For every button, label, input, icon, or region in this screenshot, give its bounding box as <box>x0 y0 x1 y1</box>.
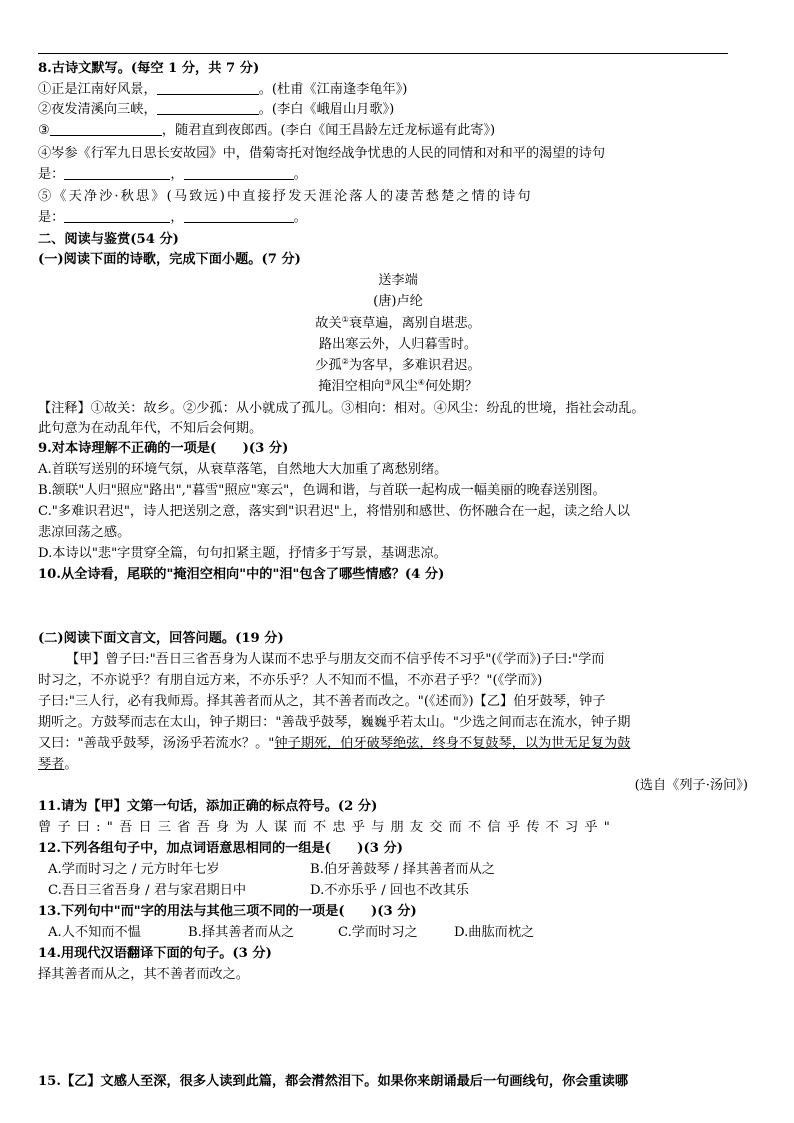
q10-stem: 10.从全诗看，尾联的"掩泪空相向"中的"泪"包含了哪些情感？(4 分) <box>38 567 445 582</box>
poem-notes-cont: 此句意为在动乱年代，不知后会何期。 <box>38 421 263 436</box>
q9-option-c-cont: 悲凉回荡之感。 <box>38 525 131 540</box>
q13-option-c[interactable]: C.学而时习之 <box>338 925 418 940</box>
q9-option-b[interactable]: B.颔联"人归"照应"路出","暮雪"照应"寒云"，色调和谐，与首联一起构成一幅美丽的晚春送别图。 <box>38 483 606 498</box>
q8-line-4-answer: 是： ， 。 <box>38 167 307 182</box>
part1-intro: (一)阅读下面的诗歌，完成下面小题。(7 分) <box>38 252 301 267</box>
answer-blank[interactable] <box>157 82 259 95</box>
poem-title: 送李端 <box>378 273 418 288</box>
poem-line-3: 少孤②为客早，多难识君迟。 <box>315 357 481 373</box>
answer-blank[interactable] <box>157 102 259 115</box>
q9-stem: 9.对本诗理解不正确的一项是( )(3 分) <box>38 441 289 456</box>
q8-line-4: ④岑参《行军九日思长安故园》中，借菊寄托对饱经战争忧患的人民的同情和对和平的渴望的诗句 <box>38 146 606 161</box>
text-source: (选自《列子·汤问》) <box>634 778 748 793</box>
answer-blank[interactable] <box>184 167 294 180</box>
text-line-4: 期听之。方鼓琴而志在太山，钟子期曰："善哉乎鼓琴，巍巍乎若太山。"少选之间而志在流水，钟子期 <box>38 715 631 730</box>
text-line-5: 又曰："善哉乎鼓琴，汤汤乎若流水？。"钟子期死，伯牙破琴绝弦，终身不复鼓琴，以为世无足复为鼓 <box>38 736 631 751</box>
poem-line-2: 路出寒云外，人归暮雪时。 <box>318 337 478 352</box>
q8-line-5: ⑤《天净沙·秋思》(马致远)中直接抒发天涯沦落人的凄苦愁楚之情的诗句 <box>38 189 533 204</box>
q13-option-a[interactable]: A.人不知而不愠 <box>48 925 141 940</box>
text-line-1: 【甲】曾子曰:"吾日三省吾身为人谋而不忠乎与朋友交而不信乎传不习乎"(《学而》)子曰:"学而 <box>66 652 605 667</box>
q13-stem: 13.下列句中"而"字的用法与其他三项不同的一项是( )(3 分) <box>38 904 417 919</box>
q14-stem: 14.用现代汉语翻译下面的句子。(3 分) <box>38 946 272 961</box>
q9-option-c[interactable]: C."多难识君迟"，诗人把送别之意，落实到"识君迟"上，将惜别和感世、伤怀融合在一起，读之给人以 <box>38 504 630 519</box>
poem-notes: 【注释】①故关：故乡。②少孤：从小就成了孤儿。③相向：相对。④风尘：纷乱的世境，指社会动乱。 <box>38 401 645 416</box>
underlined-sentence-cont: 琴者 <box>38 757 65 772</box>
section-title: 二、阅读与鉴赏(54 分) <box>38 232 179 247</box>
text-line-6: 琴者。 <box>38 757 78 772</box>
q14-text: 择其善者而从之，其不善者而改之。 <box>38 967 249 982</box>
q12-option-d[interactable]: D.不亦乐乎 / 回也不改其乐 <box>310 883 469 898</box>
q12-stem: 12.下列各组句子中，加点词语意思相同的一组是( )(3 分) <box>38 841 403 856</box>
answer-blank[interactable] <box>50 123 162 136</box>
q8-line-3: ③ ，随君直到夜郎西。(李白《闻王昌龄左迁龙标遥有此寄》) <box>38 123 496 138</box>
answer-blank[interactable] <box>184 210 294 223</box>
answer-blank[interactable] <box>64 210 170 223</box>
part2-intro: (二)阅读下面文言文，回答问题。(19 分) <box>38 631 284 646</box>
q12-option-c[interactable]: C.吾日三省吾身 / 君与家君期日中 <box>48 883 247 898</box>
poem-author: (唐)卢纶 <box>373 294 423 309</box>
q8-line-5-answer: 是： ， 。 <box>38 210 307 225</box>
text-line-3: 子曰:"三人行，必有我师焉。择其善者而从之，其不善者而改之。"(《述而》)【乙】伯牙鼓琴，钟子 <box>38 694 606 709</box>
q8-line-2: ②夜发清溪向三峡， 。(李白《峨眉山月歌》) <box>38 102 395 117</box>
poem-line-4: 掩泪空相向③风尘④何处期？ <box>318 378 478 394</box>
q13-option-b[interactable]: B.择其善者而从之 <box>188 925 295 940</box>
poem-line-1: 故关①衰草遍，离别自堪悲。 <box>315 315 481 331</box>
q12-option-a[interactable]: A.学而时习之 / 元方时年七岁 <box>48 862 220 877</box>
q15-stem: 15.【乙】文感人至深，很多人读到此篇，都会潸然泪下。如果你来朗诵最后一句画线句，你会重读哪 <box>38 1074 629 1089</box>
q11-stem: 11.请为【甲】文第一句话，添加正确的标点符号。(2 分) <box>38 799 378 814</box>
text-line-2: 时习之，不亦说乎？有朋自远方来，不亦乐乎？人不知而不愠，不亦君子乎？"(《学而》) <box>38 673 543 688</box>
underlined-sentence: 钟子期死，伯牙破琴绝弦，终身不复鼓琴，以为世无足复为鼓 <box>274 736 631 751</box>
q8-line-1: ①正是江南好风景， 。(杜甫《江南逢李龟年》) <box>38 82 408 97</box>
q9-option-a[interactable]: A.首联写送别的环境气氛，从衰草落笔，自然地大大加重了离愁别绪。 <box>38 462 448 477</box>
answer-blank[interactable] <box>64 167 170 180</box>
q13-option-d[interactable]: D.曲肱而枕之 <box>454 925 535 940</box>
q9-option-d[interactable]: D.本诗以"悲"字贯穿全篇，句句扣紧主题，抒情多于写景，基调悲凉。 <box>38 546 447 561</box>
q12-option-b[interactable]: B.伯牙善鼓琴 / 择其善者而从之 <box>310 862 495 877</box>
header-rule <box>38 53 728 54</box>
q11-text: 曾子曰:"吾日三省吾身为人谋而不忠乎与朋友交而不信乎传不习乎" <box>38 820 617 835</box>
q8-title: 8.古诗文默写。(每空 1 分，共 7 分) <box>38 61 260 76</box>
